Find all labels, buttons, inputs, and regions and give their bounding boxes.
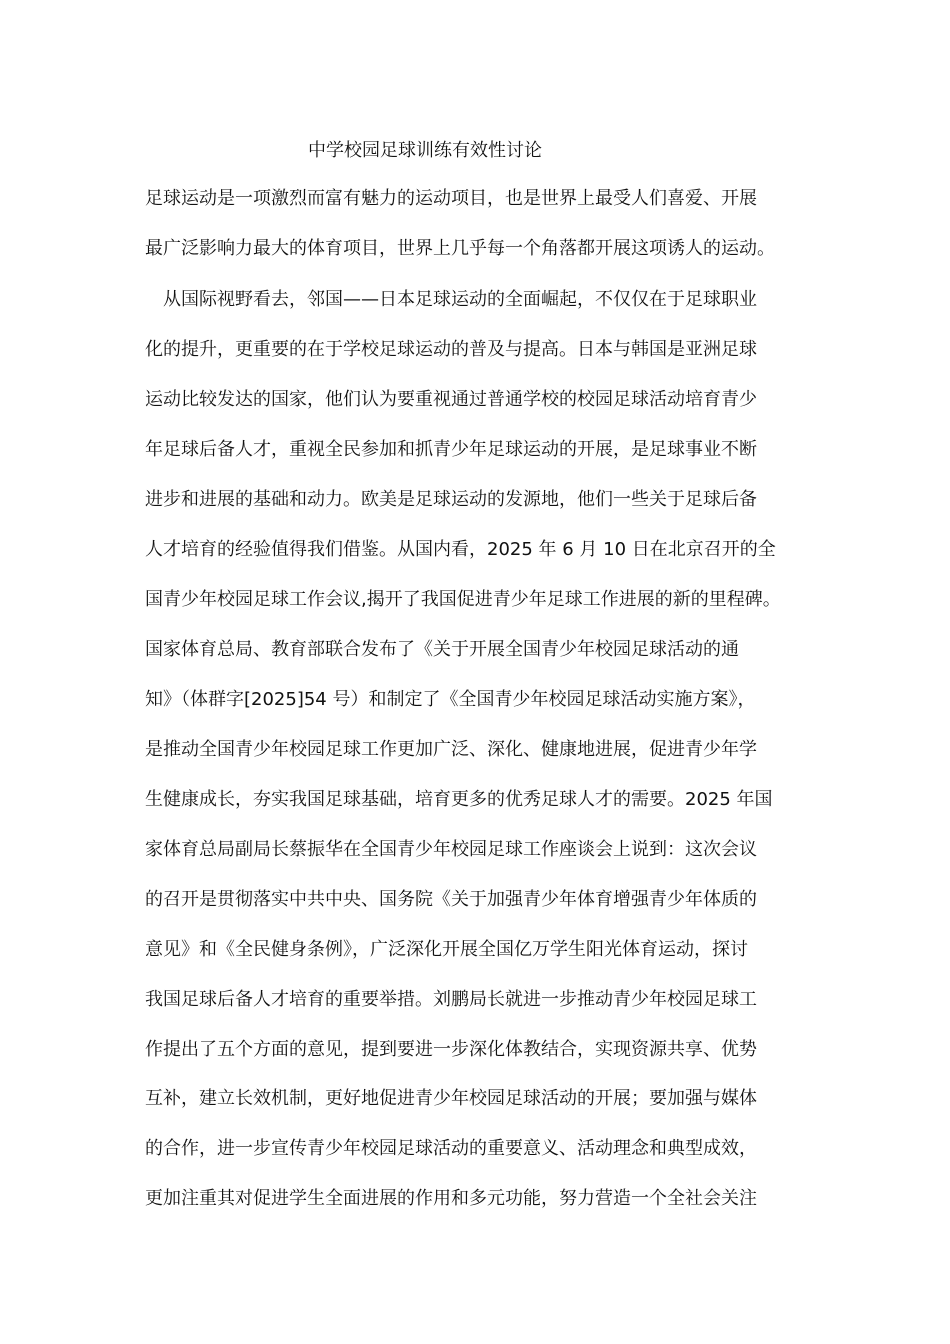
body-line: 作提出了五个方面的意见，提到要进一步深化体教结合，实现资源共享、优势 — [145, 1039, 757, 1060]
body-line: 国家体育总局、教育部联合发布了《关于开展全国青少年校园足球活动的通 — [145, 639, 739, 660]
body-line: 国青少年校园足球工作会议,揭开了我国促进青少年足球工作进展的新的里程碑。 — [145, 589, 781, 610]
body-line: 互补，建立长效机制，更好地促进青少年校园足球活动的开展；要加强与媒体 — [145, 1088, 757, 1109]
body-line: 化的提升，更重要的在于学校足球运动的普及与提高。日本与韩国是亚洲足球 — [145, 339, 757, 360]
document-title: 中学校园足球训练有效性讨论 — [308, 140, 542, 161]
body-line: 意见》和《全民健身条例》，广泛深化开展全国亿万学生阳光体育运动，探讨 — [145, 939, 748, 960]
body-line: 更加注重其对促进学生全面进展的作用和多元功能，努力营造一个全社会关注 — [145, 1188, 757, 1209]
body-line: 进步和进展的基础和动力。欧美是足球运动的发源地，他们一些关于足球后备 — [145, 489, 757, 510]
body-line: 年足球后备人才，重视全民参加和抓青少年足球运动的开展，是足球事业不断 — [145, 439, 757, 460]
body-line: 家体育总局副局长蔡振华在全国青少年校园足球工作座谈会上说到：这次会议 — [145, 839, 757, 860]
body-line: 运动比较发达的国家，他们认为要重视通过普通学校的校园足球活动培育青少 — [145, 389, 757, 410]
body-line: 最广泛影响力最大的体育项目，世界上几乎每一个角落都开展这项诱人的运动。 — [145, 238, 775, 259]
body-line: 我国足球后备人才培育的重要举措。刘鹏局长就进一步推动青少年校园足球工 — [145, 989, 757, 1010]
body-line: 是推动全国青少年校园足球工作更加广泛、深化、健康地进展，促进青少年学 — [145, 739, 757, 760]
body-line: 生健康成长，夯实我国足球基础，培育更多的优秀足球人才的需要。2025 年国 — [145, 789, 773, 810]
body-line: 知》（体群字[2025]54 号）和制定了《全国青少年校园足球活动实施方案》， — [145, 689, 756, 710]
body-line: 足球运动是一项激烈而富有魅力的运动项目，也是世界上最受人们喜爱、开展 — [145, 188, 757, 209]
body-line: 的召开是贯彻落实中共中央、国务院《关于加强青少年体育增强青少年体质的 — [145, 889, 757, 910]
body-line: 从国际视野看去，邻国——日本足球运动的全面崛起，不仅仅在于足球职业 — [145, 289, 757, 310]
body-line: 人才培育的经验值得我们借鉴。从国内看，2025 年 6 月 10 日在北京召开的全 — [145, 539, 776, 560]
body-line: 的合作，进一步宣传青少年校园足球活动的重要意义、活动理念和典型成效， — [145, 1138, 757, 1159]
